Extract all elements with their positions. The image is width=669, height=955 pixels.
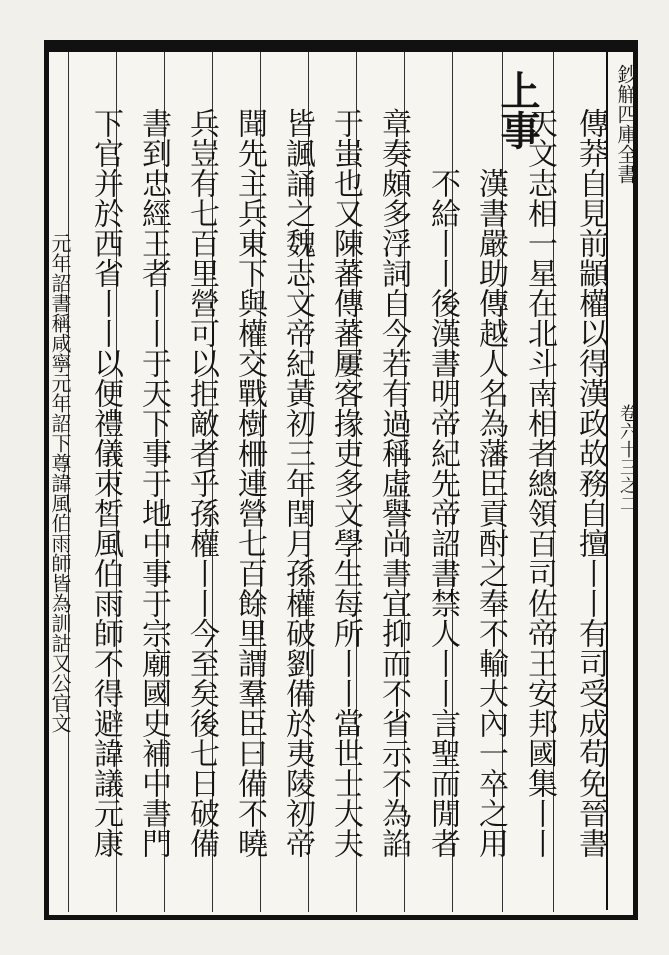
text-column-6: 于蚩也又陳蕃傳蕃屢客掾吏多文學生每所丨丨當世士大夫: [328, 108, 363, 858]
text-column-4: 不給丨丨後漢書明帝紀先帝詔書禁人丨丨言聖而閒者: [425, 168, 460, 858]
text-column-11: 下官并於西省丨丨以便禮儀朿皙風伯雨師不得避諱議元康: [88, 108, 123, 858]
text-column-12: 元年詔書稱咸寧元年詔下尊諱風伯雨師皆為訓詁又公官文: [48, 233, 72, 733]
text-column-2: 天文志相一星在北斗南相者總領百司佐帝王安邦國集丨丨: [522, 108, 557, 858]
text-column-7: 皆諷誦之魏志文帝紀黃初三年閏月孫權破劉備於夷陵初帝: [280, 108, 315, 858]
text-column-8: 聞先主兵東下與權交戰樹柵連營七百餘里謂羣臣曰備不曉: [232, 108, 267, 858]
text-column-3: 漢書嚴助傳越人名為藩臣貢酎之奉不輸大內一卒之用: [473, 168, 508, 858]
volume-label: 卷六十三之二: [617, 404, 638, 512]
heading-text: 上事: [494, 70, 541, 150]
text-column-10: 書到忠經王者丨丨于天下事于地中事于宗廟國史補中書門: [136, 108, 171, 858]
text-column-5: 章奏頗多浮詞自今若有過稱虛譽尚書宜抑而不省示不為諂: [376, 108, 411, 858]
book-title: 鈔觧四庫全書: [614, 64, 638, 184]
text-column-1: 傳莽自見前顓權以得漢政故務自擅丨丨有司受成苟免晉書: [573, 108, 608, 858]
text-column-9: 兵豈有七百里營可以拒敵者乎孫權丨丨今至矣後七日破備: [184, 108, 219, 858]
top-border-band: [44, 40, 638, 52]
